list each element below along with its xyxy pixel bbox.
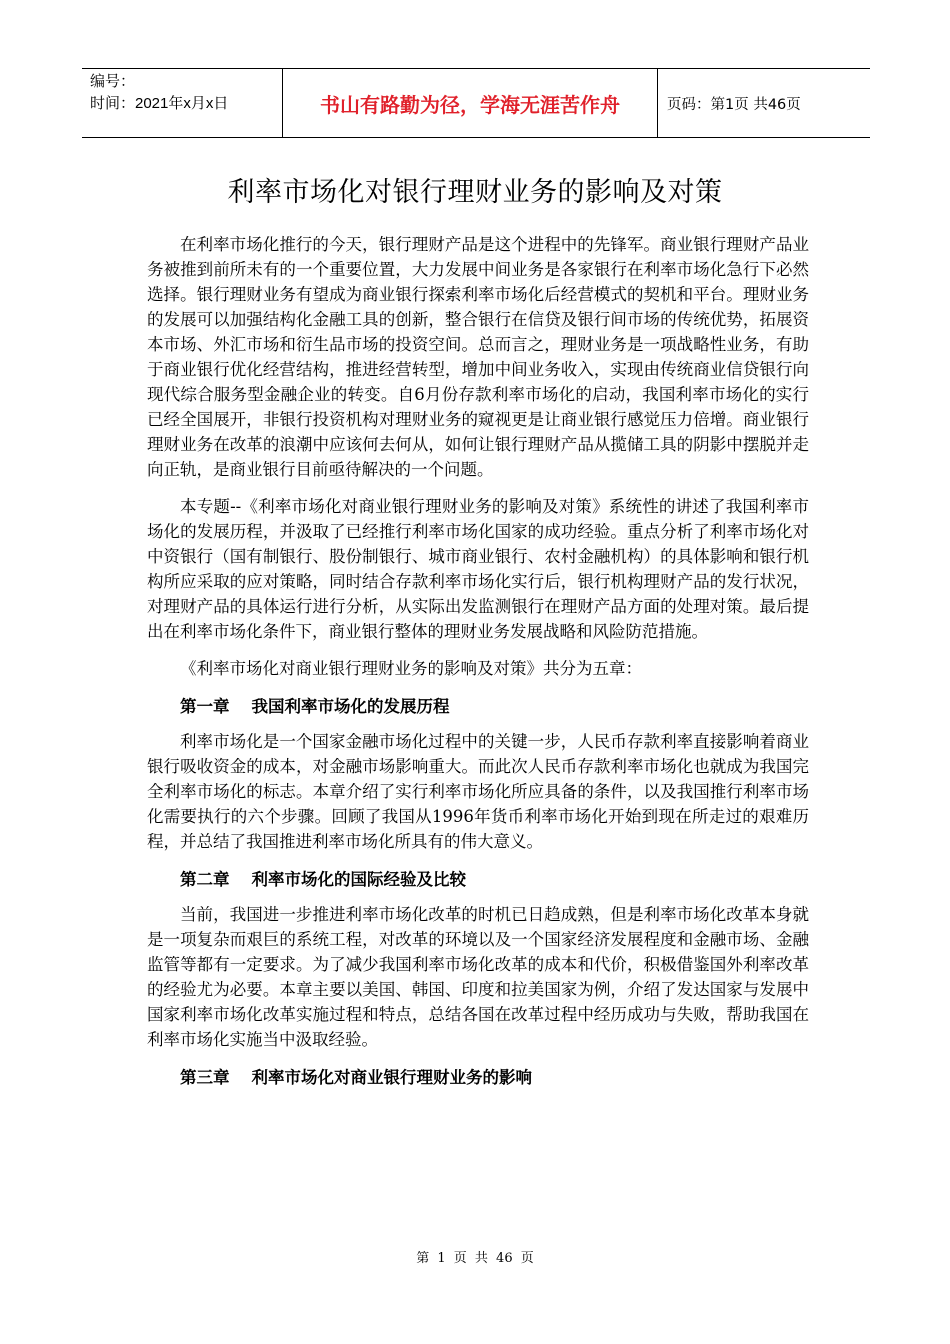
chapter-1-text: 利率市场化是一个国家金融市场化过程中的关键一步，人民币存款利率直接影响着商业银行吸收资金的成本，对金融市场影响重大。而此次人民币存款利率市场化也就成为我国完全利率市场化的标志。本章介绍了实行利率市场化所应具备的条件，以及我国推行利率市场化需要执行的六个步骤。回顾了我国从1996年货币利率市场化开始到现在所走过的艰难历程，并总结了我国推进利率市场化所具有的伟大意义。: [147, 732, 809, 851]
paragraph-overview: 本专题--《利率市场化对商业银行理财业务的影响及对策》系统性的讲述了我国利率市场化的发展历程，并汲取了已经推行利率市场化国家的成功经验。重点分析了利率市场化对中资银行（国有制银行、股份制银行、城市商业银行、农村金融机构）的具体影响和银行机构所应采取的应对策略，同时结合存款利率市场化实行后，银行机构理财产品的发行状况，对理财产品的具体运行进行分析，从实际出发监测银行在理财产品方面的处理对策。最后提出在利率市场化条件下，商业银行整体的理财业务发展战略和风险防范措施。: [147, 497, 809, 641]
time-label: 时间：2021年x月x日: [90, 95, 229, 112]
chapter-3-title: 利率市场化对商业银行理财业务的影响: [251, 1068, 532, 1087]
document-body: [147, 232, 809, 1100]
paragraph-chapters-intro: 《利率市场化对商业银行理财业务的影响及对策》共分为五章：: [180, 659, 642, 678]
chapter-2-text: 当前，我国进一步推进利率市场化改革的时机已日趋成熟，但是利率市场化改革本身就是一项复杂而艰巨的系统工程，对改革的环境以及一个国家经济发展程度和金融市场、金融监管等都有一定要求。为了减少我国利率市场化改革的成本和代价，积极借鉴国外利率改革的经验尤为必要。本章主要以美国、韩国、印度和拉美国家为例，介绍了发达国家与发展中国家利率市场化改革实施过程和特点，总结各国在改革过程中经历成功与失败，帮助我国在利率市场化实施当中汲取经验。: [147, 905, 809, 1049]
page-header: [82, 68, 870, 138]
header-page-info: 页码：第1页 共46页: [667, 96, 801, 113]
chapter-3-heading: [147, 1065, 809, 1090]
header-motto: 书山有路勤为径，学海无涯苦作舟: [282, 69, 658, 137]
chapter-2-heading: [147, 867, 809, 892]
chapter-1-title: 我国利率市场化的发展历程: [251, 697, 450, 716]
chapter-1-heading: [147, 694, 809, 719]
chapter-1-number: 第一章: [180, 697, 230, 716]
paragraph-intro: 在利率市场化推行的今天，银行理财产品是这个进程中的先锋军。商业银行理财产品业务被推到前所未有的一个重要位置，大力发展中间业务是各家银行在利率市场化急行下必然选择。银行理财业务有望成为商业银行探索利率市场化后经营模式的契机和平台。理财业务的发展可以加强结构化金融工具的创新，整合银行在信贷及银行间市场的传统优势，拓展资本市场、外汇市场和衍生品市场的投资空间。总而言之，理财业务是一项战略性业务，有助于商业银行优化经营结构，推进经营转型，增加中间业务收入，实现由传统商业信贷银行向现代综合服务型金融企业的转变。自6月份存款利率市场化的启动，我国利率市场化的实行已经全国展开，非银行投资机构对理财业务的窥视更是让商业银行感觉压力倍增。商业银行理财业务在改革的浪潮中应该何去何从，如何让银行理财产品从揽储工具的阴影中摆脱并走向正轨，是商业银行目前亟待解决的一个问题。: [147, 235, 809, 479]
document-title: 利率市场化对银行理财业务的影响及对策: [227, 177, 723, 208]
chapter-2-number: 第二章: [180, 870, 230, 889]
number-label: 编号：: [90, 73, 136, 90]
page-footer: 第 1 页 共 46 页: [416, 1251, 534, 1266]
header-meta: [82, 69, 282, 137]
chapter-3-number: 第三章: [180, 1068, 230, 1087]
chapter-2-title: 利率市场化的国际经验及比较: [251, 870, 466, 889]
